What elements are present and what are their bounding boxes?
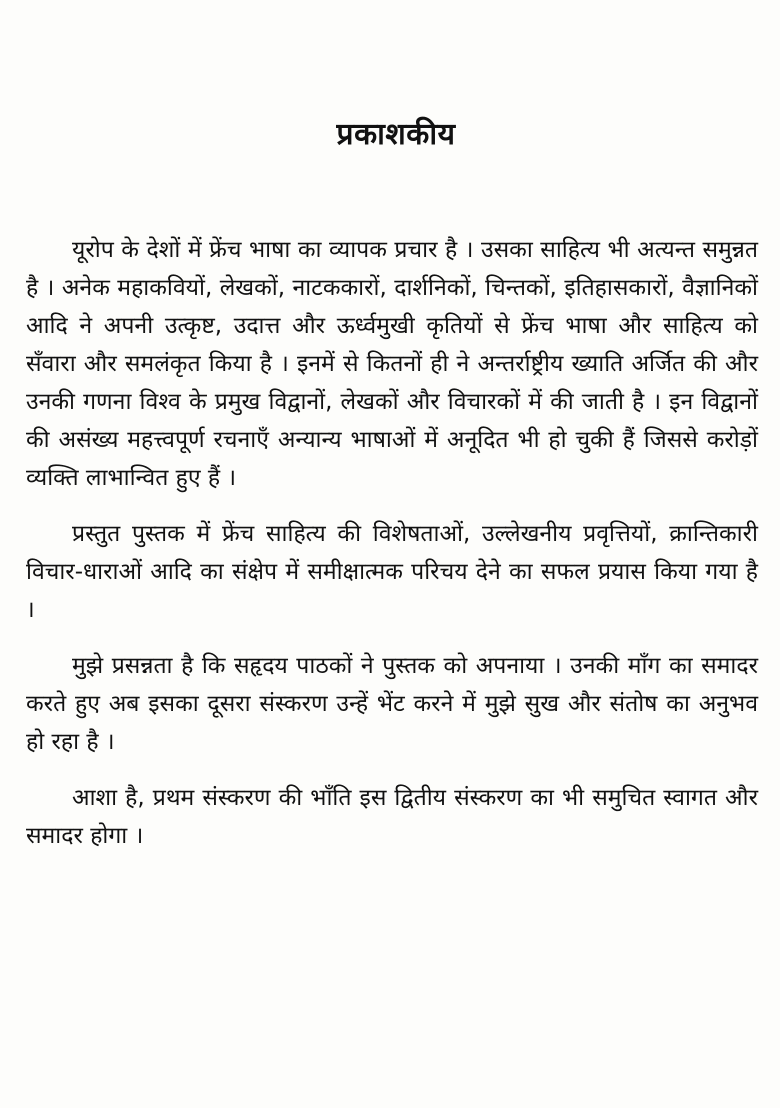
paragraph-2: प्रस्तुत पुस्तक में फ्रेंच साहित्य की विशेषताओं, उल्लेखनीय प्रवृत्तियों, क्रान्तिकारी विचार-धाराओं आदि का संक्षेप में समीक्षात्मक परिचय देने का सफल प्रयास किया गया है । (26, 521, 758, 623)
paragraph-4: आशा है, प्रथम संस्करण की भाँति इस द्वितीय संस्करण का भी समुचित स्वागत और समादर होगा । (26, 785, 758, 849)
page-title: प्रकाशकीय (336, 117, 456, 152)
paragraph-1: यूरोप के देशों में फ्रेंच भाषा का व्यापक प्रचार है । उसका साहित्य भी अत्यन्त समुन्नत है । अनेक महाकवियों, लेखकों, नाटककारों, दार्शनिकों, चिन्तकों, इतिहासकारों, वैज्ञानिकों आदि ने अपनी उत्कृष्ट, उदात्त और ऊर्ध्वमुखी कृतियों से फ्रेंच भाषा और साहित्य को सँवारा और समलंकृत किया है । इनमें से कितनों ही ने अन्तर्राष्ट्रीय ख्याति अर्जित की और उनकी गणना विश्व के प्रमुख विद्वानों, लेखकों और विचारकों में की जाती है । इन विद्वानों की असंख्य महत्त्वपूर्ण रचनाएँ अन्यान्य भाषाओं में अनूदित भी हो चुकी हैं जिससे करोड़ों व्यक्ति लाभान्वित हुए हैं । (26, 237, 758, 491)
paragraph-3: मुझे प्रसन्नता है कि सहृदय पाठकों ने पुस्तक को अपनाया । उनकी माँग का समादर करते हुए अब इसका दूसरा संस्करण उन्हें भेंट करने में मुझे सुख और संतोष का अनुभव हो रहा है । (26, 653, 758, 755)
